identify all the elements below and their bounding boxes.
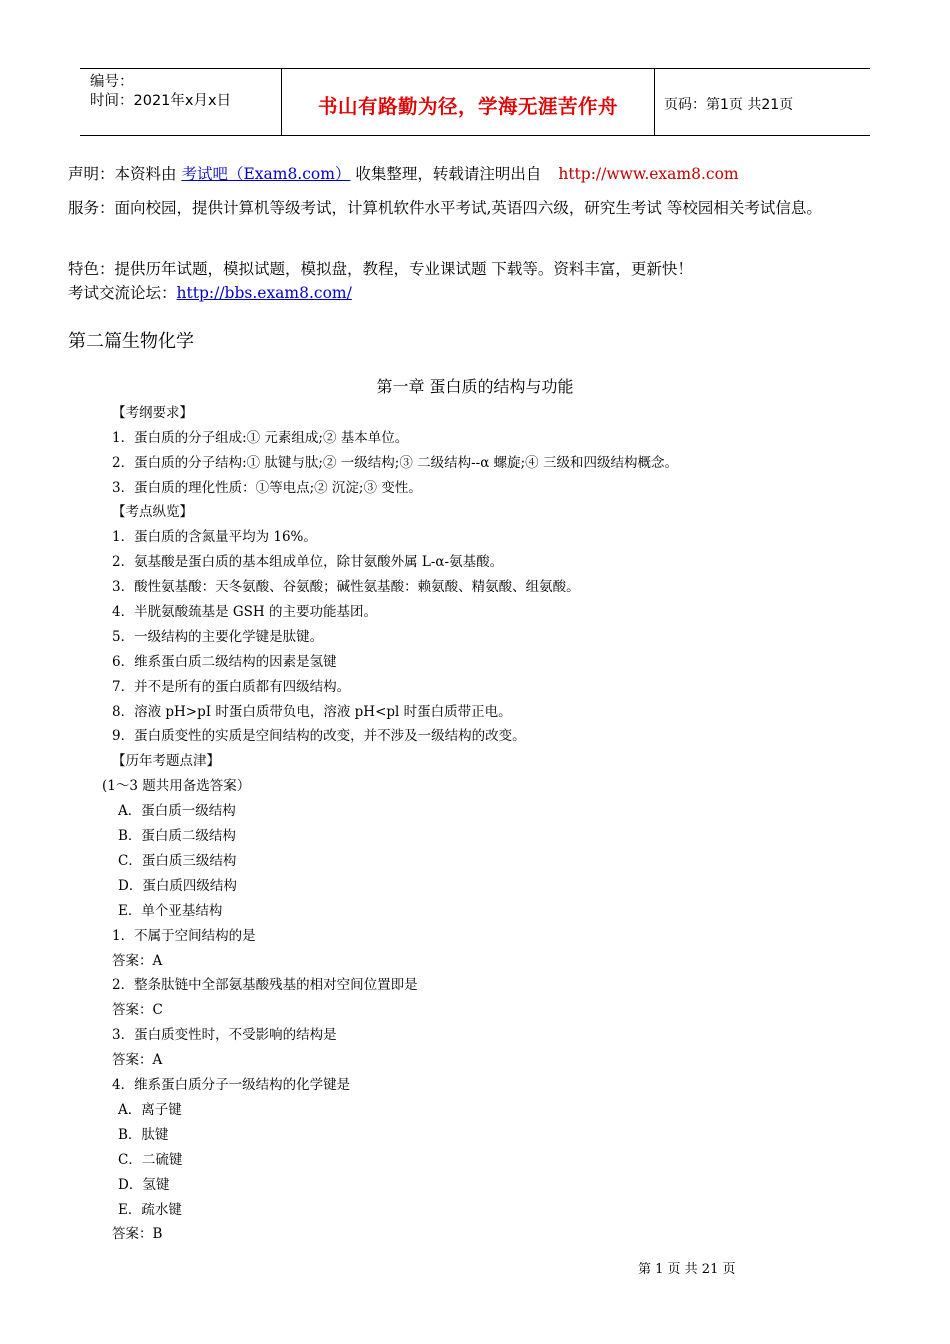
text-line: 6．维系蛋白质二级结构的因素是氢键 [112,654,337,670]
heading-overview: 【考点纵览】 [112,504,193,520]
header-meta [90,73,280,111]
text-line: 7．并不是所有的蛋白质都有四级结构。 [112,679,351,695]
text-line: 2．氨基酸是蛋白质的基本组成单位，除甘氨酸外属 L-α-氨基酸。 [112,554,504,570]
date-label: 时间：2021年x月x日 [90,93,232,109]
forum-link[interactable]: http://bbs.exam8.com/ [176,284,352,302]
header-divider [654,69,655,135]
text-line: (1～3 题共用备选答案） [102,778,251,794]
text-line: 3．蛋白质的理化性质：①等电点;② 沉淀;③ 变性。 [112,480,422,496]
text-line: 5．一级结构的主要化学键是肽键。 [112,629,324,645]
option-line: C．蛋白质三级结构 [118,853,237,869]
header-motto: 书山有路勤为径，学海无涯苦作舟 [317,95,618,118]
option-line: A．离子键 [118,1102,182,1118]
statement-url: http://www.exam8.com [558,165,739,183]
text-line: 1．蛋白质的含氮量平均为 16%。 [112,529,317,545]
option-line: E．疏水键 [118,1202,182,1218]
page-footer: 第 1 页 共 21 页 [638,1262,736,1277]
answer-line: 答案：A [112,953,163,969]
question-line: 3．蛋白质变性时，不受影响的结构是 [112,1027,337,1043]
text-line: 3．酸性氨基酸：天冬氨酸、谷氨酸；碱性氨基酸：赖氨酸、精氨酸、组氨酸。 [112,579,580,595]
text-line: 9．蛋白质变性的实质是空间结构的改变，并不涉及一级结构的改变。 [112,728,526,744]
answer-line: 答案：C [112,1002,163,1018]
chapter-title: 第一章 蛋白质的结构与功能 [376,377,574,396]
option-line: D．蛋白质四级结构 [118,878,237,894]
forum-line [68,281,352,303]
text-line: 4．半胱氨酸巯基是 GSH 的主要功能基团。 [112,604,377,620]
exam8-link[interactable]: 考试吧（Exam8.com） [181,165,351,183]
service-line: 服务：面向校园，提供计算机等级考试，计算机软件水平考试,英语四六级，研究生考试 等校园相关考试信息。 [68,199,822,217]
answer-line: 答案：B [112,1226,163,1242]
document-header [80,68,870,136]
number-label: 编号： [90,74,134,90]
features-line: 特色：提供历年试题，模拟试题，模拟盘，教程，专业课试题 下载等。资料丰富，更新快！ [68,260,693,278]
question-line: 2．整条肽链中全部氨基酸残基的相对空间位置即是 [112,977,418,993]
text-line: 2．蛋白质的分子结构:① 肽键与肽;② 一级结构;③ 二级结构--α 螺旋;④ 三级和四级结构概念。 [112,455,678,471]
text-line: 1．蛋白质的分子组成:① 元素组成;② 基本单位。 [112,430,409,446]
statement-line [68,162,739,184]
forum-label: 考试交流论坛： [68,284,177,302]
option-line: E．单个亚基结构 [118,903,223,919]
statement-middle: 收集整理，转载请注明出自 [355,165,542,183]
option-line: B．肽键 [118,1127,169,1143]
question-line: 4．维系蛋白质分子一级结构的化学键是 [112,1077,351,1093]
header-page-info: 页码：第1页 共21页 [664,97,794,113]
option-line: C．二硫键 [118,1152,183,1168]
option-line: D．氢键 [118,1177,170,1193]
option-line: B．蛋白质二级结构 [118,828,236,844]
text-line: 8．溶液 pH>pI 时蛋白质带负电，溶液 pH<pl 时蛋白质带正电。 [112,704,512,720]
heading-past-exams: 【历年考题点津】 [112,753,220,769]
answer-line: 答案：A [112,1052,163,1068]
heading-outline: 【考纲要求】 [112,405,193,421]
question-line: 1．不属于空间结构的是 [112,928,256,944]
section-title: 第二篇生物化学 [68,331,194,352]
option-line: A．蛋白质一级结构 [118,803,236,819]
statement-prefix: 声明：本资料由 [68,165,177,183]
